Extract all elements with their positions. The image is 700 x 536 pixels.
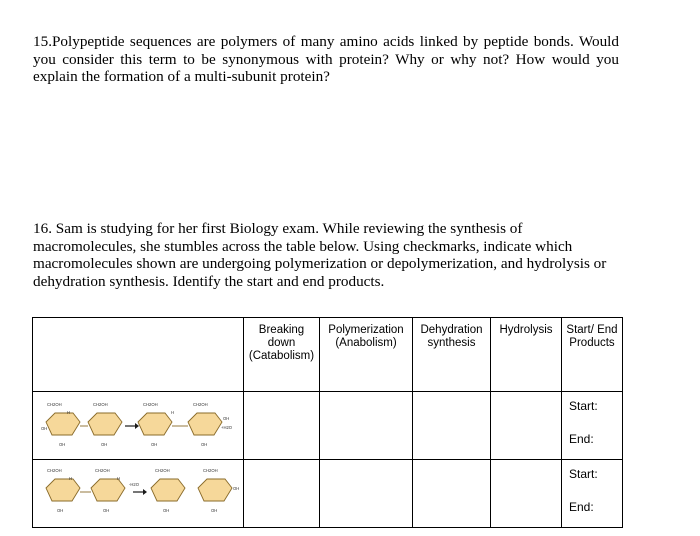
start-label: Start: [569, 467, 598, 481]
water-label: -H2O [129, 482, 140, 487]
oh-label: OH [233, 486, 240, 491]
oh-label: OH [223, 416, 230, 421]
h-label: H [69, 476, 73, 481]
sugar-ring-4 [188, 413, 222, 435]
end-label: End: [569, 500, 594, 514]
sugar-ring-4 [198, 479, 232, 501]
sugar-ring-3 [151, 479, 185, 501]
table-row [33, 460, 623, 528]
sugar-ring-2 [91, 479, 125, 501]
header-start-end: Start/ End Products [562, 318, 623, 392]
reaction-diagram-2 [33, 460, 244, 528]
cell-breaking-down[interactable] [244, 460, 320, 528]
oh-label: OH [57, 508, 64, 513]
ch2oh-label: CH2OH [47, 468, 62, 473]
header-dehydration: Dehydration synthesis [413, 318, 491, 392]
oh-label: OH [201, 442, 208, 447]
cell-dehydration[interactable] [413, 460, 491, 528]
arrowhead-2 [143, 489, 147, 495]
ch2oh-label: CH2OH [95, 468, 110, 473]
h-label: H [171, 410, 175, 415]
oh-label: OH [41, 426, 48, 431]
cell-hydrolysis[interactable] [491, 460, 562, 528]
macromolecule-table [32, 317, 623, 528]
table-row [33, 392, 623, 460]
ch2oh-label: CH2OH [47, 402, 62, 407]
h-label: H [117, 476, 121, 481]
ch2oh-label: CH2OH [193, 402, 208, 407]
oh-label: OH [101, 442, 108, 447]
oh-label: OH [103, 508, 110, 513]
sugar-ring-2 [88, 413, 122, 435]
cell-start-end[interactable] [562, 460, 623, 528]
cell-start-end[interactable] [562, 392, 623, 460]
cell-breaking-down[interactable] [244, 392, 320, 460]
water-label: +H2O [221, 425, 233, 430]
header-breaking-down: Breaking down (Catabolism) [244, 318, 320, 392]
end-label: End: [569, 432, 594, 446]
ch2oh-label: CH2OH [143, 402, 158, 407]
question-16: 16. Sam is studying for her first Biology exam. While reviewing the synthesis of macromolecules, she stumbles across the table below. Using checkmarks, indicate which macromolecules shown are undergoing polymerization or depolymerization, and hydrolysis or dehydration synthesis. Identify the start and end products. [33, 220, 607, 290]
ch2oh-label: CH2OH [155, 468, 170, 473]
cell-dehydration[interactable] [413, 392, 491, 460]
ch2oh-label: CH2OH [203, 468, 218, 473]
header-diagram-cell [33, 318, 244, 392]
oh-label: OH [211, 508, 218, 513]
sugar-ring-1 [46, 479, 80, 501]
hydrolysis-sugar-diagram [33, 392, 243, 458]
sugar-ring-1 [46, 413, 80, 435]
cell-hydrolysis[interactable] [491, 392, 562, 460]
cell-polymerization[interactable] [320, 460, 413, 528]
cell-polymerization[interactable] [320, 392, 413, 460]
reaction-diagram-1 [33, 392, 244, 460]
question-15: 15.Polypeptide sequences are polymers of many amino acids linked by peptide bonds. Would you consider this term to be synonymous with protein? Why or why not? How would you explain the formation of a multi-subunit protein? [33, 33, 619, 86]
ch2oh-label: CH2OH [93, 402, 108, 407]
oh-label: OH [151, 442, 158, 447]
table-header-row [33, 318, 623, 392]
header-polymerization: Polymerization (Anabolism) [320, 318, 413, 392]
oh-label: OH [59, 442, 66, 447]
oh-label: OH [163, 508, 170, 513]
header-hydrolysis: Hydrolysis [491, 318, 562, 392]
start-label: Start: [569, 399, 598, 413]
sugar-ring-3 [138, 413, 172, 435]
h-label: H [67, 410, 71, 415]
dehydration-sugar-diagram [33, 460, 243, 526]
